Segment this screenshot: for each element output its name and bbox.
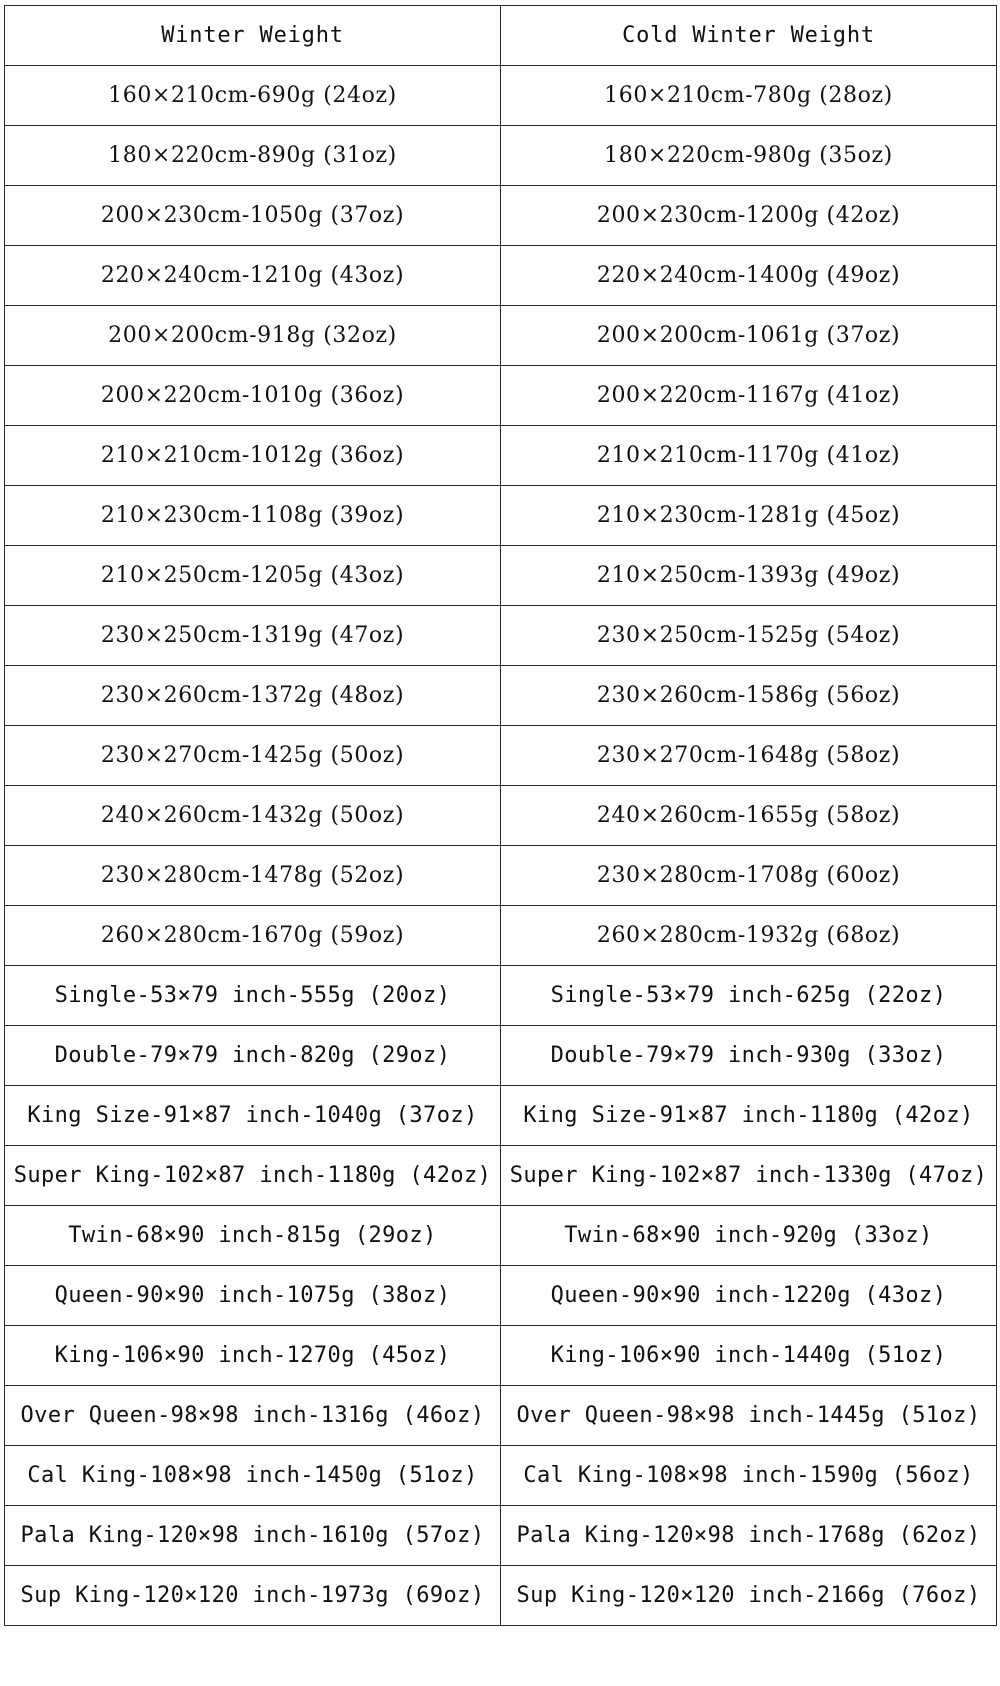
cold-winter-weight-cell: 160×210cm-780g (28oz) [501, 66, 997, 126]
weight-chart-sheet [4, 5, 996, 1626]
cold-winter-weight-cell: 210×230cm-1281g (45oz) [501, 486, 997, 546]
table-row [5, 726, 997, 786]
winter-weight-cell: 200×220cm-1010g (36oz) [5, 366, 501, 426]
cold-winter-weight-cell: 230×250cm-1525g (54oz) [501, 606, 997, 666]
winter-weight-cell: 180×220cm-890g (31oz) [5, 126, 501, 186]
table-row [5, 906, 997, 966]
cold-winter-weight-cell: 180×220cm-980g (35oz) [501, 126, 997, 186]
cold-winter-weight-cell: Twin-68×90 inch-920g (33oz) [501, 1206, 997, 1266]
cold-winter-weight-cell: 230×280cm-1708g (60oz) [501, 846, 997, 906]
winter-weight-cell: 230×280cm-1478g (52oz) [5, 846, 501, 906]
winter-weight-cell: Double-79×79 inch-820g (29oz) [5, 1026, 501, 1086]
table-row [5, 1386, 997, 1446]
winter-weight-cell: Queen-90×90 inch-1075g (38oz) [5, 1266, 501, 1326]
winter-weight-cell: 210×210cm-1012g (36oz) [5, 426, 501, 486]
table-row [5, 186, 997, 246]
winter-weight-cell: Sup King-120×120 inch-1973g (69oz) [5, 1566, 501, 1626]
table-row [5, 1266, 997, 1326]
winter-weight-cell: 220×240cm-1210g (43oz) [5, 246, 501, 306]
winter-weight-cell: King Size-91×87 inch-1040g (37oz) [5, 1086, 501, 1146]
table-row [5, 246, 997, 306]
winter-weight-cell: 240×260cm-1432g (50oz) [5, 786, 501, 846]
cold-winter-weight-cell: 230×260cm-1586g (56oz) [501, 666, 997, 726]
table-row [5, 606, 997, 666]
cold-winter-weight-cell: 200×220cm-1167g (41oz) [501, 366, 997, 426]
cold-winter-weight-cell: 210×210cm-1170g (41oz) [501, 426, 997, 486]
table-row [5, 426, 997, 486]
cold-winter-weight-cell: 200×230cm-1200g (42oz) [501, 186, 997, 246]
cold-winter-weight-cell: 230×270cm-1648g (58oz) [501, 726, 997, 786]
winter-weight-cell: Cal King-108×98 inch-1450g (51oz) [5, 1446, 501, 1506]
table-row [5, 1446, 997, 1506]
table-row [5, 846, 997, 906]
cold-winter-weight-cell: Queen-90×90 inch-1220g (43oz) [501, 1266, 997, 1326]
winter-weight-cell: 200×230cm-1050g (37oz) [5, 186, 501, 246]
cold-winter-weight-cell: King-106×90 inch-1440g (51oz) [501, 1326, 997, 1386]
winter-weight-cell: Twin-68×90 inch-815g (29oz) [5, 1206, 501, 1266]
table-row [5, 1326, 997, 1386]
table-row [5, 66, 997, 126]
cold-winter-weight-cell: 260×280cm-1932g (68oz) [501, 906, 997, 966]
table-row [5, 306, 997, 366]
winter-weight-cell: 210×250cm-1205g (43oz) [5, 546, 501, 606]
table-row [5, 1086, 997, 1146]
winter-weight-cell: King-106×90 inch-1270g (45oz) [5, 1326, 501, 1386]
cold-winter-weight-cell: Single-53×79 inch-625g (22oz) [501, 966, 997, 1026]
winter-weight-cell: 230×270cm-1425g (50oz) [5, 726, 501, 786]
table-row [5, 486, 997, 546]
table-row [5, 1566, 997, 1626]
cold-winter-weight-cell: Double-79×79 inch-930g (33oz) [501, 1026, 997, 1086]
cold-winter-weight-cell: 200×200cm-1061g (37oz) [501, 306, 997, 366]
table-row [5, 126, 997, 186]
cold-winter-weight-cell: Pala King-120×98 inch-1768g (62oz) [501, 1506, 997, 1566]
table-row [5, 1146, 997, 1206]
table-row [5, 1026, 997, 1086]
table-row [5, 1506, 997, 1566]
winter-weight-cell: 200×200cm-918g (32oz) [5, 306, 501, 366]
table-row [5, 666, 997, 726]
header-row [5, 6, 997, 66]
table-row [5, 366, 997, 426]
table-row [5, 546, 997, 606]
table-row [5, 786, 997, 846]
winter-weight-cell: 230×250cm-1319g (47oz) [5, 606, 501, 666]
table-row [5, 1206, 997, 1266]
cold-winter-weight-cell: Over Queen-98×98 inch-1445g (51oz) [501, 1386, 997, 1446]
cold-winter-weight-cell: 240×260cm-1655g (58oz) [501, 786, 997, 846]
cold-winter-weight-cell: King Size-91×87 inch-1180g (42oz) [501, 1086, 997, 1146]
winter-weight-cell: Pala King-120×98 inch-1610g (57oz) [5, 1506, 501, 1566]
winter-weight-cell: 230×260cm-1372g (48oz) [5, 666, 501, 726]
cold-winter-weight-cell: Super King-102×87 inch-1330g (47oz) [501, 1146, 997, 1206]
weight-table [4, 5, 997, 1626]
winter-weight-cell: Single-53×79 inch-555g (20oz) [5, 966, 501, 1026]
header-winter-weight: Winter Weight [5, 6, 501, 66]
cold-winter-weight-cell: Cal King-108×98 inch-1590g (56oz) [501, 1446, 997, 1506]
winter-weight-cell: 260×280cm-1670g (59oz) [5, 906, 501, 966]
table-row [5, 966, 997, 1026]
cold-winter-weight-cell: 210×250cm-1393g (49oz) [501, 546, 997, 606]
cold-winter-weight-cell: Sup King-120×120 inch-2166g (76oz) [501, 1566, 997, 1626]
winter-weight-cell: 160×210cm-690g (24oz) [5, 66, 501, 126]
winter-weight-cell: Super King-102×87 inch-1180g (42oz) [5, 1146, 501, 1206]
header-cold-winter-weight: Cold Winter Weight [501, 6, 997, 66]
winter-weight-cell: Over Queen-98×98 inch-1316g (46oz) [5, 1386, 501, 1446]
cold-winter-weight-cell: 220×240cm-1400g (49oz) [501, 246, 997, 306]
winter-weight-cell: 210×230cm-1108g (39oz) [5, 486, 501, 546]
